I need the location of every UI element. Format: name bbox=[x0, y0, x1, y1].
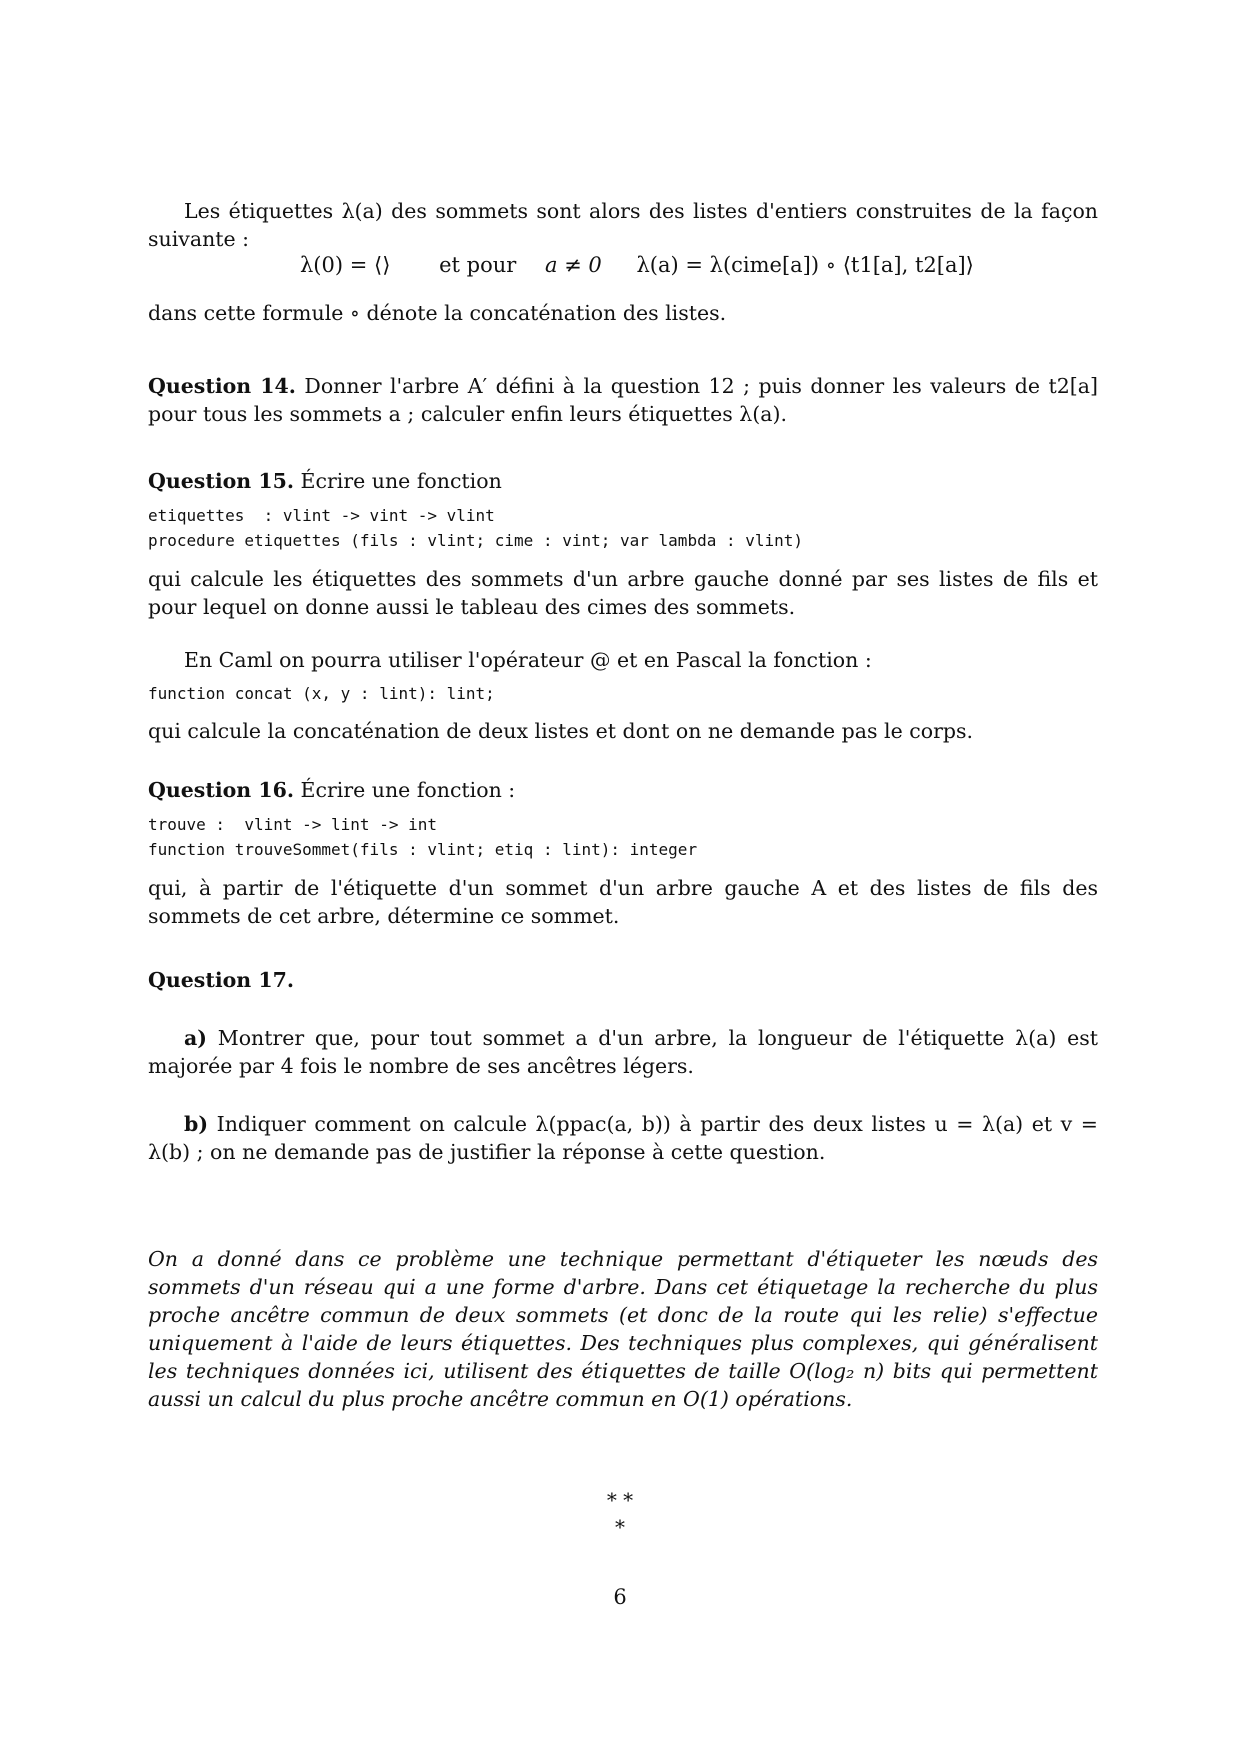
question-16 bbox=[148, 776, 1098, 804]
part-b-text: Indiquer comment on calcule λ(ppac(a, b)) à partir des deux listes u = λ(a) et v = λ(b) ; on ne demande pas de justifier la réponse à cette question. bbox=[148, 1112, 1098, 1164]
question-14-text: Donner l'arbre A′ défini à la question 12 ; puis donner les valeurs de t2[a] pour tous les sommets a ; calculer enfin leurs étiquettes λ(a). bbox=[148, 374, 1098, 426]
question-15-label: Question 15. bbox=[148, 469, 294, 493]
concat-signature: function concat (x, y : lint): lint; bbox=[148, 684, 495, 703]
question-16-caml-signature: trouve : vlint -> lint -> int bbox=[148, 815, 437, 834]
question-14 bbox=[148, 372, 1098, 428]
label-formula bbox=[300, 253, 974, 277]
formula-conjunction: et pour bbox=[439, 253, 517, 277]
question-15 bbox=[148, 467, 1098, 495]
question-15-caml-signature: etiquettes : vlint -> vint -> vlint bbox=[148, 506, 495, 525]
question-16-description: qui, à partir de l'étiquette d'un sommet d'un arbre gauche A et des listes de fils des sommets de cet arbre, détermine ce sommet. bbox=[148, 876, 1098, 928]
end-stars-bottom: * bbox=[615, 1515, 625, 1539]
part-a-text: Montrer que, pour tout sommet a d'un arbre, la longueur de l'étiquette λ(a) est majorée par 4 fois le nombre de ses ancêtres légers. bbox=[148, 1026, 1098, 1078]
page-number: 6 bbox=[613, 1585, 627, 1609]
concat-description: qui calcule la concaténation de deux listes et dont on ne demande pas le corps. bbox=[148, 719, 974, 743]
question-16-label: Question 16. bbox=[148, 778, 294, 802]
question-14-label: Question 14. bbox=[148, 374, 296, 398]
formula-recursive-case: λ(a) = λ(cime[a]) ∘ ⟨t1[a], t2[a]⟩ bbox=[636, 253, 974, 277]
formula-explanation: dans cette formule ∘ dénote la concaténation des listes. bbox=[148, 301, 727, 325]
closing-remark: On a donné dans ce problème une technique permettant d'étiqueter les nœuds des sommets d'un réseau qui a une forme d'arbre. Dans cet étiquetage la recherche du plus proche ancêtre commun de deux sommets (et donc de la route qui les relie) s'effectue uniquement à l'aide de leurs étiquettes. Des techniques plus complexes, qui généralisent les techniques données ici, utilisent des étiquettes de taille O(log₂ n) bits qui permettent aussi un calcul du plus proche ancêtre commun en O(1) opérations. bbox=[148, 1247, 1098, 1411]
intro-paragraph: Les étiquettes λ(a) des sommets sont alors des listes d'entiers construites de la façon suivante : bbox=[148, 199, 1098, 251]
question-15-text: Écrire une fonction bbox=[300, 469, 502, 493]
question-16-pascal-signature: function trouveSommet(fils : vlint; etiq : lint): integer bbox=[148, 840, 698, 859]
formula-base-case: λ(0) = ⟨⟩ bbox=[300, 253, 391, 277]
question-16-text: Écrire une fonction : bbox=[300, 778, 516, 802]
question-15-pascal-signature: procedure etiquettes (fils : vlint; cime : vint; var lambda : vlint) bbox=[148, 531, 804, 550]
question-17-part-b bbox=[148, 1110, 1098, 1166]
end-stars-top: * * bbox=[606, 1488, 634, 1512]
caml-pascal-note: En Caml on pourra utiliser l'opérateur @ et en Pascal la fonction : bbox=[184, 648, 872, 672]
question-17-part-a bbox=[148, 1024, 1098, 1080]
formula-condition: a ≠ 0 bbox=[544, 253, 602, 277]
part-a-label: a) bbox=[184, 1026, 207, 1050]
question-17 bbox=[148, 966, 1098, 994]
question-17-label: Question 17. bbox=[148, 968, 294, 992]
part-b-label: b) bbox=[184, 1112, 209, 1136]
question-15-description: qui calcule les étiquettes des sommets d'un arbre gauche donné par ses listes de fils et pour lequel on donne aussi le tableau des cimes des sommets. bbox=[148, 567, 1098, 619]
